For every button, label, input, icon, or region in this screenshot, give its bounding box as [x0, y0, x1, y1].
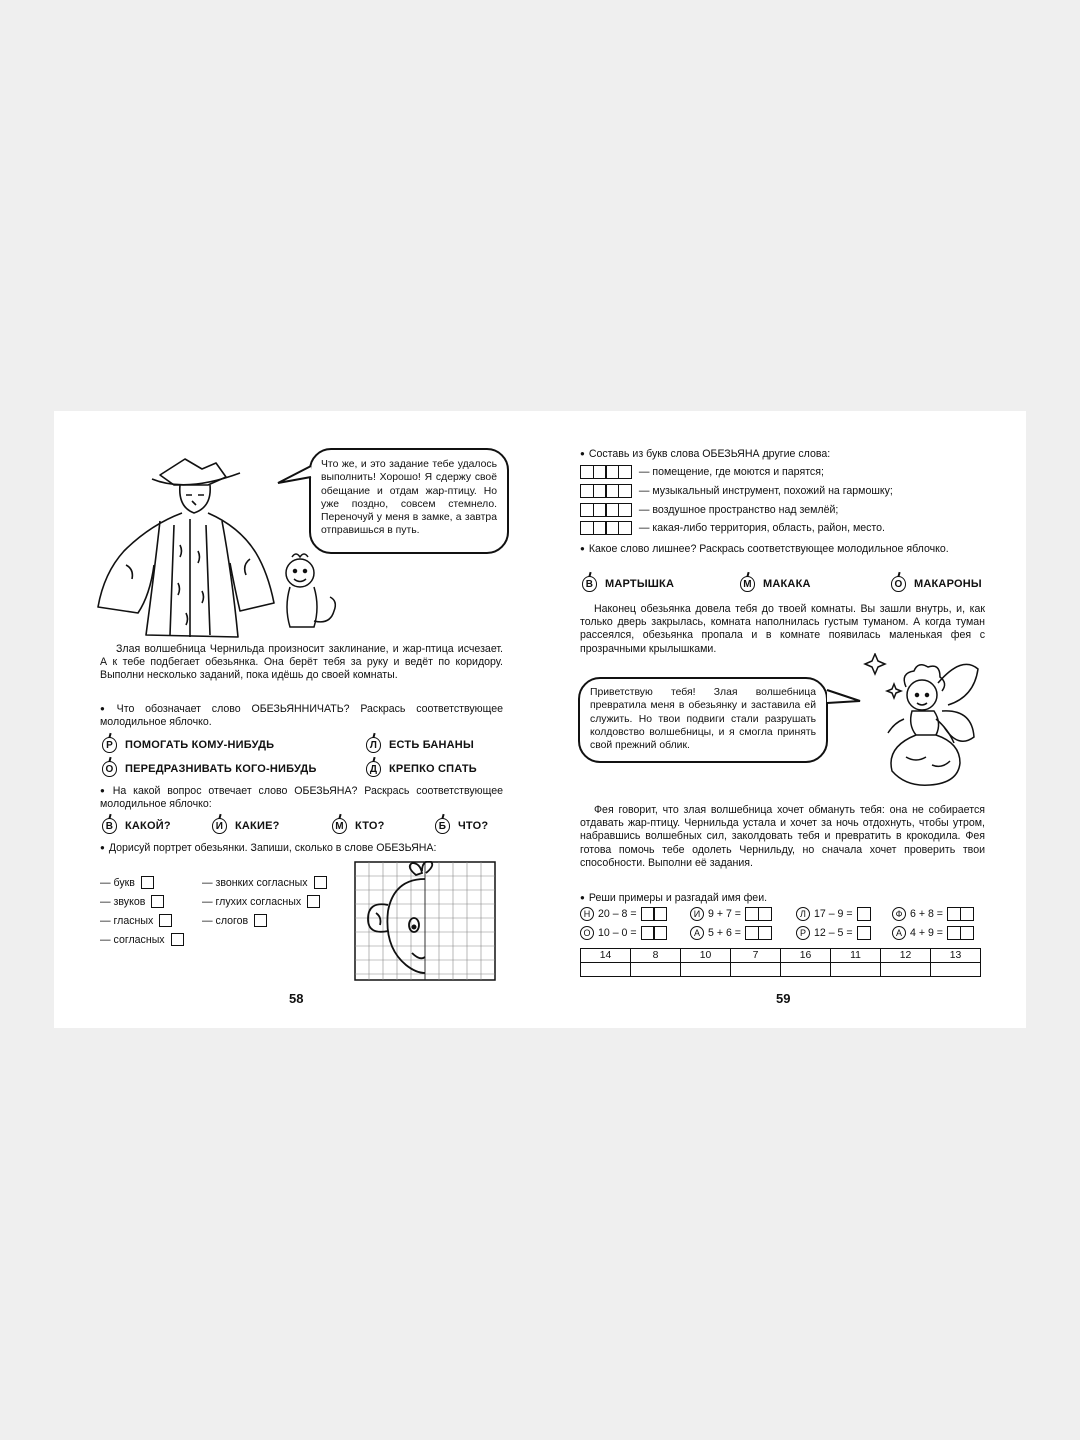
answer-cells[interactable] — [947, 907, 972, 921]
witch-speech-bubble — [309, 448, 509, 554]
option-label: КАКИЕ? — [235, 820, 280, 832]
monkey-illustration — [270, 551, 340, 636]
option-label: ПЕРЕДРАЗНИВАТЬ КОГО-НИБУДЬ — [125, 763, 317, 775]
example: И 9 + 7 = — [690, 907, 770, 921]
example: А 4 + 9 = — [892, 926, 972, 940]
apple-icon: В — [582, 576, 597, 592]
option-label: КАКОЙ? — [125, 820, 171, 832]
option-label: ПОМОГАТЬ КОМУ-НИБУДЬ — [125, 739, 275, 751]
option-d[interactable] — [366, 761, 477, 777]
example: Л 17 – 9 = — [796, 907, 869, 921]
narrative-text: Наконец обезьянка довела тебя до твоей комнаты. Вы зашли внутрь, и, как только дверь закрылась, комната наполнилась густым туманом. А когда туман рассеялся, обезьянка пропала и в комнате появилась маленькая фея с прозрачными крылышками. — [580, 603, 985, 655]
task-portrait: ● Дорисуй портрет обезьянки. Запиши, сколько в слове ОБЕЗЬЯНА: — [100, 841, 503, 855]
page-58 — [54, 411, 540, 1028]
example: Н 20 – 8 = — [580, 907, 666, 921]
bubble-tail — [824, 687, 864, 711]
option-m[interactable] — [332, 818, 385, 834]
fairy-speech-text: Приветствую тебя! Злая волшебница превратила меня в обезьянку и заставила ей служить. Но твои подвиги стали разрушать колдовство волшебницы, и я смогла принять свой прежний облик. — [590, 687, 816, 752]
apple-icon: М — [740, 576, 755, 592]
answer-cells[interactable] — [857, 907, 870, 921]
option-label: ЧТО? — [458, 820, 489, 832]
witch-illustration — [90, 455, 290, 640]
count-voiceless: — глухих согласных — [202, 895, 320, 908]
option-label: КТО? — [355, 820, 385, 832]
narrative-text: Фея говорит, что злая волшебница хочет обмануть тебя: она не собирается отдавать жар-птицу. Чернильда устала и хочет за ночь отдохнуть, чтобы утром, набравшись волшебных сил, заколдовать тебя и превратить в крокодила. Фея готова помочь тебе одолеть Чернильду, но сначала хочет проверить твои способности. Выполни её задания. — [580, 804, 985, 869]
option-label: МАКАРОНЫ — [914, 578, 982, 590]
answer-box[interactable] — [171, 933, 184, 946]
apple-icon: В — [102, 818, 117, 834]
option-b[interactable] — [435, 818, 488, 834]
option-label: ЕСТЬ БАНАНЫ — [389, 739, 474, 751]
count-syllables: — слогов — [202, 914, 267, 927]
count-letters: — букв — [100, 876, 154, 889]
answer-cells[interactable] — [745, 907, 770, 921]
word-row: — помещение, где моются и парятся; — [580, 465, 824, 479]
letter-cells[interactable] — [580, 521, 631, 535]
answer-box[interactable] — [159, 914, 172, 927]
example: А 5 + 6 = — [690, 926, 770, 940]
option-v[interactable] — [102, 818, 171, 834]
task-compose-words: ● Составь из букв слова ОБЕЗЬЯНА другие слова: — [580, 447, 985, 461]
answer-cells[interactable] — [641, 926, 666, 940]
count-vowels: — гласных — [100, 914, 172, 927]
book-spread — [54, 411, 1026, 1028]
option-o[interactable] — [102, 761, 317, 777]
answer-box[interactable] — [307, 895, 320, 908]
page-59 — [540, 411, 1026, 1028]
narrative-text: Злая волшебница Чернильда произносит заклинание, и жар-птица исчезает. А к тебе подбегает обезьянка. Она берёт тебя за руку и ведёт по коридору. Выполни несколько заданий, пока идёшь до своей комнаты. — [100, 643, 503, 682]
option-label: МАРТЫШКА — [605, 578, 675, 590]
answer-cells[interactable] — [641, 907, 666, 921]
apple-icon: Р — [102, 737, 117, 753]
page-number: 58 — [289, 991, 304, 1006]
word-row: — воздушное пространство над землёй; — [580, 503, 838, 517]
letter-cells[interactable] — [580, 503, 631, 517]
count-voiced: — звонких согласных — [202, 876, 327, 889]
task-meaning: ● Что обозначает слово ОБЕЗЬЯННИЧАТЬ? Раскрась соответствующее молодильное яблочко. — [100, 702, 503, 729]
answer-box[interactable] — [254, 914, 267, 927]
option-r[interactable] — [102, 737, 274, 753]
option-l[interactable] — [366, 737, 474, 753]
apple-icon: Л — [366, 737, 381, 753]
answer-box[interactable] — [314, 876, 327, 889]
answer-box[interactable] — [151, 895, 164, 908]
page-number: 59 — [776, 991, 791, 1006]
letter-cells[interactable] — [580, 465, 631, 479]
table-row-answers[interactable] — [581, 963, 981, 977]
apple-icon: Б — [435, 818, 450, 834]
apple-icon: И — [212, 818, 227, 834]
word-row: — музыкальный инструмент, похожий на гармошку; — [580, 484, 893, 498]
apple-icon: О — [102, 761, 117, 777]
fairy-illustration — [862, 653, 982, 788]
example: Ф 6 + 8 = — [892, 907, 972, 921]
witch-speech-text: Что же, и это задание тебе удалось выполнить! Хорошо! Я сдержу своё обещание и отдам жар-птицу. Но уже поздно, совсем стемнело. Переночуй у меня в замке, а завтра отправишься в путь. — [321, 459, 497, 537]
count-consonants: — согласных — [100, 933, 184, 946]
fairy-speech-bubble — [578, 677, 828, 763]
apple-icon: М — [332, 818, 347, 834]
option-label: МАКАКА — [763, 578, 811, 590]
letter-cells[interactable] — [580, 484, 631, 498]
option-m[interactable] — [740, 576, 811, 592]
apple-icon: О — [891, 576, 906, 592]
word-row: — какая-либо территория, область, район, место. — [580, 521, 885, 535]
answer-box[interactable] — [141, 876, 154, 889]
option-i[interactable] — [212, 818, 280, 834]
example: Р 12 – 5 = — [796, 926, 869, 940]
example: О 10 – 0 = — [580, 926, 666, 940]
option-v[interactable] — [582, 576, 674, 592]
task-question: ● На какой вопрос отвечает слово ОБЕЗЬЯНА? Раскрась соответствующее молодильное яблочко: — [100, 784, 503, 811]
answer-cells[interactable] — [857, 926, 870, 940]
option-o[interactable] — [891, 576, 982, 592]
bubble-tail — [276, 463, 316, 487]
task-solve: ● Реши примеры и разгадай имя феи. — [580, 891, 985, 905]
answer-cells[interactable] — [947, 926, 972, 940]
decode-table — [580, 948, 981, 977]
table-row: 14 8 10 7 16 11 12 13 — [581, 949, 981, 963]
option-label: КРЕПКО СПАТЬ — [389, 763, 477, 775]
answer-cells[interactable] — [745, 926, 770, 940]
apple-icon: Д — [366, 761, 381, 777]
count-sounds: — звуков — [100, 895, 164, 908]
task-odd-word: ● Какое слово лишнее? Раскрась соответствующее молодильное яблочко. — [580, 542, 985, 556]
drawing-grid[interactable] — [354, 861, 496, 981]
